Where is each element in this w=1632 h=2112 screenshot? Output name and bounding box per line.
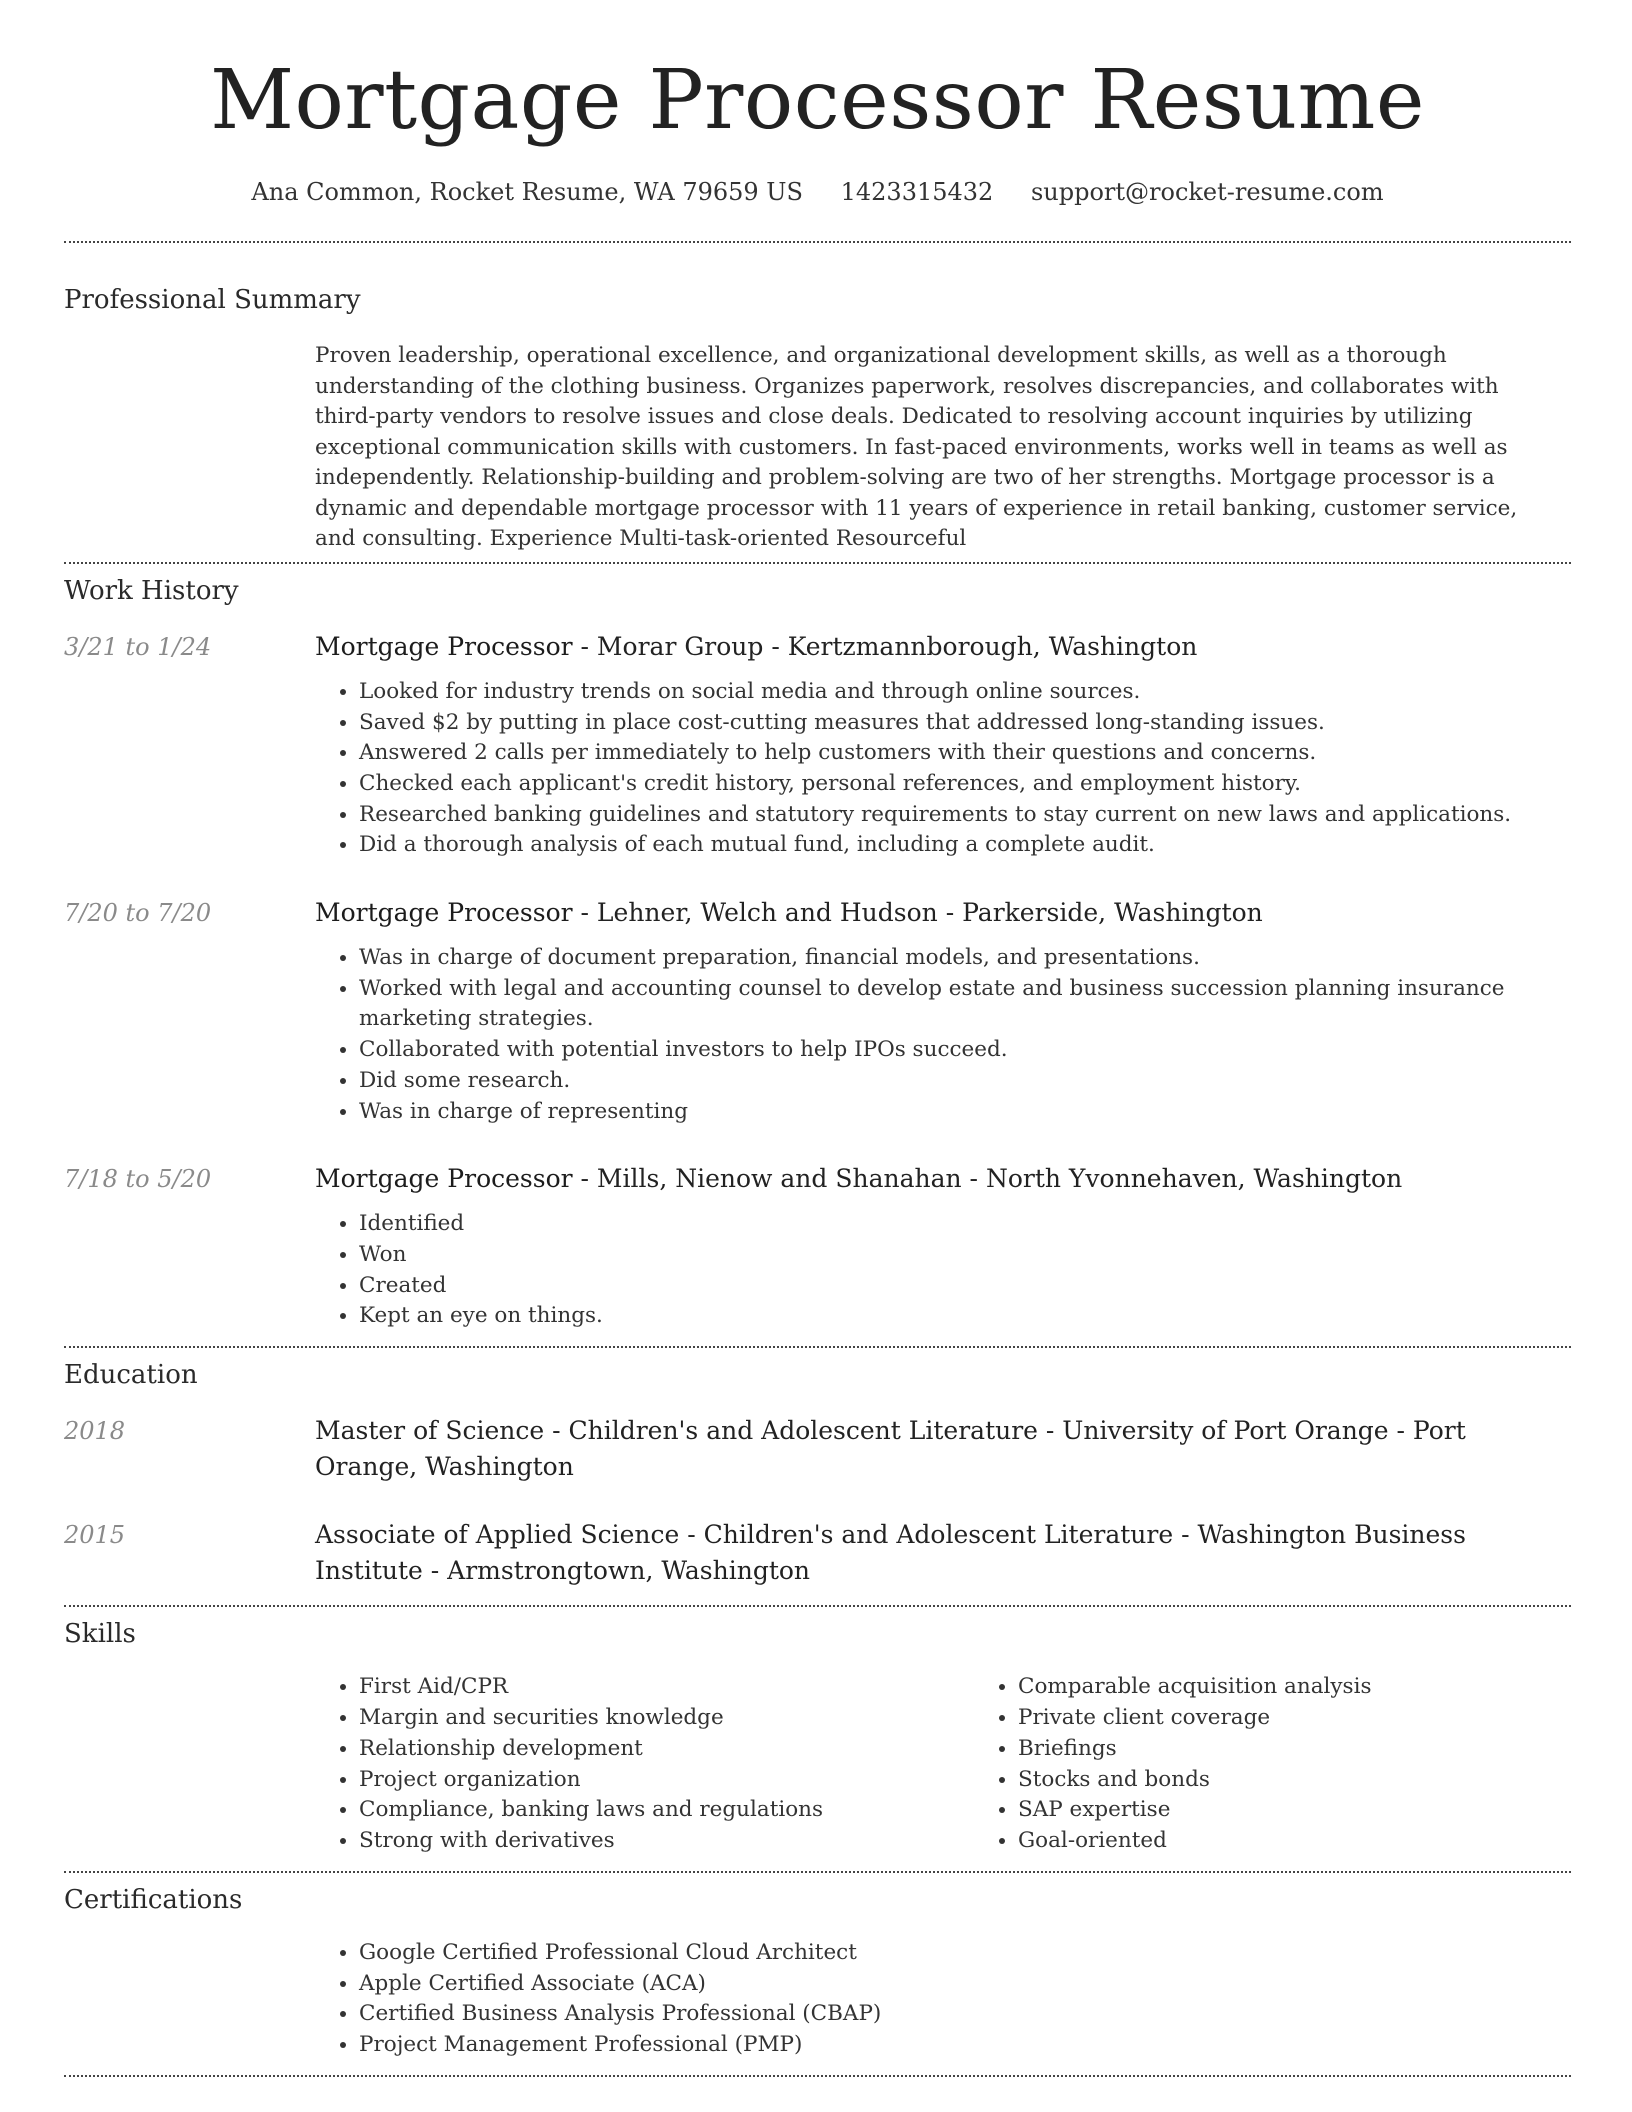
list-item: • Stocks and bonds	[1018, 1765, 1632, 1796]
divider	[64, 1871, 1571, 1873]
list-item: • Was in charge of document preparation, financial models, and presentations.	[359, 943, 1571, 974]
list-item: • Did a thorough analysis of each mutual fund, including a complete audit.	[359, 830, 1571, 861]
job-entry	[64, 629, 1571, 861]
section-title-certifications: Certifications	[64, 1884, 243, 1915]
job-role: Mortgage Processor	[315, 631, 573, 661]
education-degree: Master of Science - Children's and Adolescent Literature	[315, 1416, 1038, 1446]
job-title	[315, 895, 1571, 931]
job-entry	[64, 1161, 1571, 1332]
education-section	[64, 1360, 1571, 1589]
education-year: 2018	[64, 1417, 126, 1446]
list-item: • Margin and securities knowledge	[359, 1703, 974, 1734]
job-duties	[315, 677, 1571, 861]
list-item: • Looked for industry trends on social media and through online sources.	[359, 677, 1571, 708]
job-dates: 7/18 to 5/20	[64, 1165, 212, 1194]
list-item: • Saved $2 by putting in place cost-cutting measures that addressed long-standing issues.	[359, 708, 1571, 739]
divider	[64, 1605, 1571, 1607]
job-title	[315, 629, 1571, 665]
list-item: • Kept an eye on things.	[359, 1301, 1571, 1332]
list-item: • Apple Certified Associate (ACA)	[359, 1969, 1571, 2000]
skills-grid	[315, 1672, 1632, 1856]
divider	[64, 2075, 1571, 2077]
job-role: Mortgage Processor	[315, 1164, 573, 1194]
list-item: • Project Management Professional (PMP)	[359, 2030, 1571, 2061]
education-title	[315, 1413, 1571, 1485]
list-item: • Answered 2 calls per immediately to help customers with their questions and concerns.	[359, 738, 1571, 769]
divider	[64, 562, 1571, 564]
divider	[64, 241, 1571, 243]
list-item: • Private client coverage	[1018, 1703, 1632, 1734]
job-role: Mortgage Processor	[315, 898, 573, 928]
education-school-location: - Washington Business Institute - Armstrongtown, Washington	[315, 1520, 1466, 1586]
education-entry	[64, 1517, 1571, 1589]
job-duties	[315, 1209, 1571, 1332]
list-item: • Goal-oriented	[1018, 1826, 1632, 1857]
contact-email: support@rocket-resume.com	[1030, 178, 1384, 207]
job-entry	[64, 895, 1571, 1127]
list-item: • Google Certified Professional Cloud Architect	[359, 1938, 1571, 1969]
list-item: • Researched banking guidelines and statutory requirements to stay current on new laws and applications.	[359, 800, 1571, 831]
section-title-work-history: Work History	[64, 575, 239, 606]
summary-text: Proven leadership, operational excellence, and organizational development skills, as well as a thorough understanding of the clothing business. Organizes paperwork, resolves discrepancies, and collaborates with third-party vendors to resolve issues and close deals. Dedicated to resolving account inquiries by utilizing exceptional communication skills with customers. In fast-paced environments, works well in teams as well as independently. Relationship-building and problem-solving are two of her strengths. Mortgage processor is a dynamic and dependable mortgage processor with 11 years of experience in retail banking, customer service, and consulting. Experience Multi-task-oriented Resourceful	[315, 343, 1518, 552]
skills-list-right	[974, 1672, 1632, 1856]
summary-section	[64, 285, 1571, 555]
list-item: • Compliance, banking laws and regulations	[359, 1795, 974, 1826]
certifications-section	[64, 1885, 1571, 2061]
education-school-location: - University of Port Orange - Port Orange, Washington	[315, 1416, 1466, 1482]
job-employer-location: - Morar Group - Kertzmannborough, Washington	[572, 631, 1198, 661]
list-item: • SAP expertise	[1018, 1795, 1632, 1826]
resume-title: Mortgage Processor Resume	[210, 53, 1425, 148]
education-year: 2015	[64, 1521, 126, 1550]
list-item: • Checked each applicant's credit history, personal references, and employment history.	[359, 769, 1571, 800]
list-item: • Collaborated with potential investors to help IPOs succeed.	[359, 1035, 1571, 1066]
list-item: • Did some research.	[359, 1066, 1571, 1097]
contact-line	[64, 178, 1571, 207]
list-item: • Project organization	[359, 1765, 974, 1796]
list-item: • Worked with legal and accounting counsel to develop estate and business succession planning insurance marketing strategies.	[359, 974, 1571, 1035]
list-item: • Won	[359, 1240, 1571, 1271]
list-item: • Identified	[359, 1209, 1571, 1240]
section-title-education: Education	[64, 1360, 198, 1391]
section-title-skills: Skills	[64, 1619, 136, 1650]
skills-list-left	[315, 1672, 974, 1856]
job-employer-location: - Mills, Nienow and Shanahan - North Yvonnehaven, Washington	[572, 1164, 1403, 1194]
list-item: • Was in charge of representing	[359, 1097, 1571, 1128]
list-item: • First Aid/CPR	[359, 1672, 974, 1703]
divider	[64, 1346, 1571, 1348]
job-dates: 7/20 to 7/20	[64, 899, 212, 928]
education-entry	[64, 1413, 1571, 1485]
education-title	[315, 1517, 1571, 1589]
job-employer-location: - Lehner, Welch and Hudson - Parkerside, Washington	[572, 898, 1263, 928]
certifications-list	[315, 1938, 1571, 2061]
resume-page	[64, 0, 1571, 2077]
list-item: • Strong with derivatives	[359, 1826, 974, 1857]
job-dates: 3/21 to 1/24	[64, 632, 212, 661]
section-title-summary: Professional Summary	[64, 284, 361, 315]
work-history-section	[64, 576, 1571, 1332]
skills-section	[64, 1619, 1571, 1856]
list-item: • Certified Business Analysis Professional (CBAP)	[359, 1999, 1571, 2030]
contact-address: Ana Common, Rocket Resume, WA 79659 US	[251, 178, 803, 207]
list-item: • Created	[359, 1271, 1571, 1302]
list-item: • Comparable acquisition analysis	[1018, 1672, 1632, 1703]
job-title	[315, 1161, 1571, 1197]
contact-phone: 1423315432	[840, 178, 994, 207]
job-duties	[315, 943, 1571, 1127]
education-degree: Associate of Applied Science - Children's and Adolescent Literature	[315, 1520, 1174, 1550]
list-item: • Briefings	[1018, 1734, 1632, 1765]
list-item: • Relationship development	[359, 1734, 974, 1765]
